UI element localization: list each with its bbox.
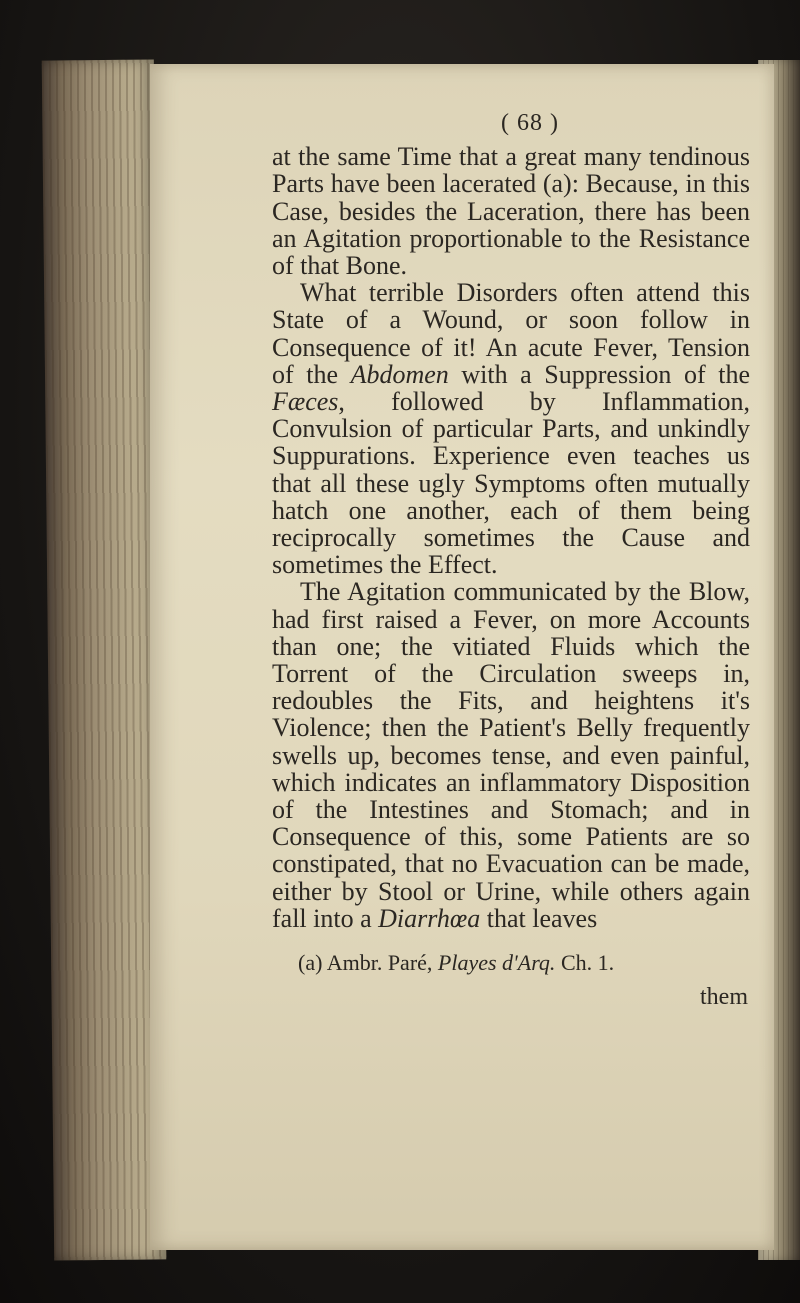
page-text-block [272, 110, 750, 1011]
catchword: them [700, 984, 748, 1011]
paragraph-3: The Agitation communicated by the Blow, had first raised a Fever, on more Accounts than one; the vitiated Fluids which the Torrent of the Circulation sweeps in, redoubles the Fits, and heightens it's Violence; then the Patient's Belly frequently swells up, becomes tense, and even painful, which indicates an inflammatory Disposition of the Intestines and Stomach; and in Consequence of this, some Patients are so constipated, that no Evacuation can be made, either by Stool or Urine, while others again fall into a Diarrhœa that leaves [272, 577, 750, 933]
page-number: ( 68 ) [501, 110, 559, 136]
footnote: (a) Ambr. Paré, Playes d'Arq. Ch. 1. [298, 950, 615, 976]
paragraph-2: What terrible Disorders often attend this State of a Wound, or soon follow in Consequence of it! An acute Fever, Tension of the Abdomen with a Suppression of the Fæces, followed by Inflammation, Convulsion of particular Parts, and unkindly Suppurations. Experience even teaches us that all these ugly Symptoms often mutually hatch one another, each of them being reciprocally sometimes the Cause and sometimes the Effect. [272, 278, 751, 580]
left-page-edges [42, 59, 167, 1260]
paragraph-1: at the same Time that a great many tendinous Parts have been lacerated (a): Because, in this Case, besides the Laceration, there has been an Agitation proportionable to the Resistance of that Bone. [272, 142, 750, 281]
